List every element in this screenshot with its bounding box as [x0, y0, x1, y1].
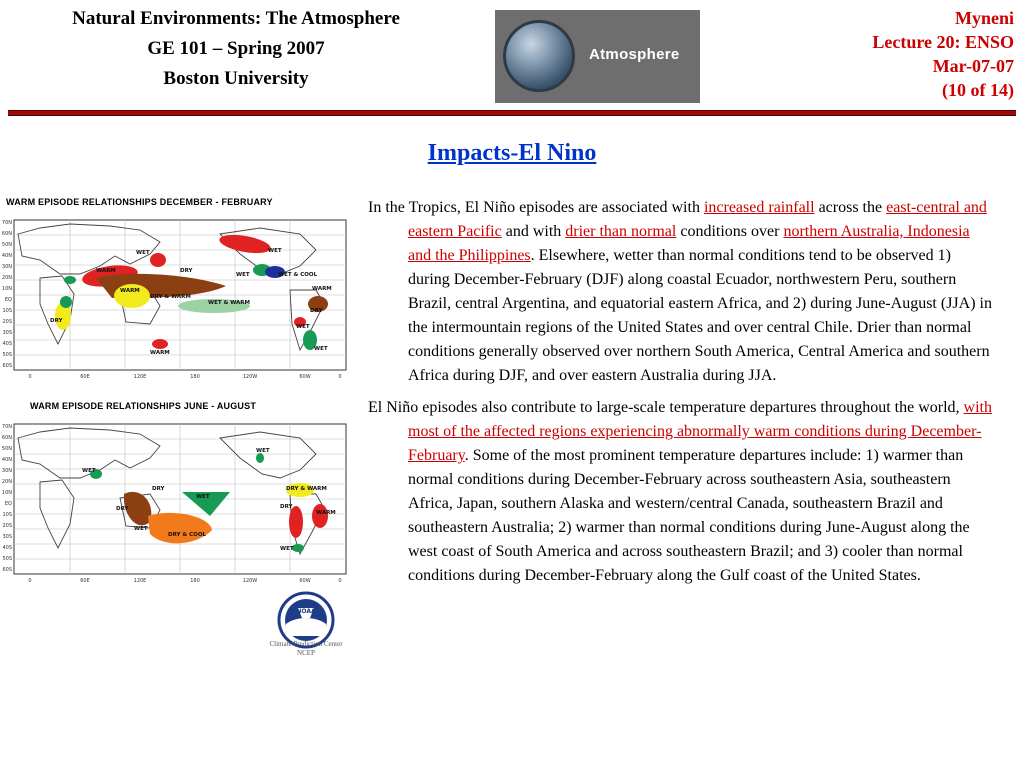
paragraph-1: In the Tropics, El Niño episodes are associated with increased rainfall across the east-central and eastern Pacific and with drier than normal conditions over northern Australia, Indonesia and the Philippines. Elsewhere, wetter than normal conditions tend to be observed 1) during December-February (DJF) along coastal Ecuador, northwestern Peru, southern Brazil, central Argentina, and equatorial eastern Africa, and 2) during June-August (JJA) in the intermountain regions of the United States and over central Chile. Drier than normal conditions generally observed over northern South America, Central America and southern Africa during DJF, and over eastern Australia during JJA. — [368, 199, 992, 384]
jja-region-label: DRY & COOL — [168, 532, 207, 538]
jja-ytick: EQ — [4, 501, 12, 507]
logo-text: Atmosphere — [589, 46, 680, 63]
highlight-northern-australia: northern Australia, Indonesia and the Philippines — [408, 223, 970, 264]
lecturer-name: Myneni — [954, 8, 1014, 28]
djf-ytick: 50S — [2, 352, 12, 358]
djf-map-graphic — [0, 194, 350, 384]
djf-region-label: WET — [296, 324, 310, 330]
jja-ytick: 20S — [2, 523, 12, 529]
djf-ytick: EQ — [4, 297, 12, 303]
jja-ytick: 30N — [1, 468, 12, 474]
slide-counter: (10 of 14) — [942, 80, 1014, 100]
jja-xtick: 60E — [80, 578, 90, 584]
jja-xtick: 180 — [190, 578, 200, 584]
noaa-text: NOAA — [296, 608, 316, 615]
djf-xtick: 60E — [80, 374, 90, 380]
djf-ytick: 10N — [1, 286, 12, 292]
jja-ytick: 40S — [2, 545, 12, 551]
lecture-header — [872, 6, 1014, 102]
highlight-increased-rainfall: increased rainfall — [703, 199, 815, 216]
jja-region-label: DRY & WARM — [286, 486, 327, 492]
djf-ytick: 30N — [1, 264, 12, 270]
djf-region-label: WET & COOL — [278, 272, 318, 278]
cpc-name: Climate Prediction Center — [269, 640, 343, 648]
djf-xtick: 120W — [242, 374, 258, 380]
djf-ytick: 70N — [1, 220, 12, 226]
paragraph-2: El Niño episodes also contribute to large-scale temperature departures throughout the world, with most of the affected regions experiencing abnormally warm conditions during December-February. Some of the most prominent temperature departures include: 1) warmer than normal conditions during December-February across southeastern Asia, southeastern Africa, Japan, southern Alaska and western/central Canada, southeastern Brazil and southeastern Australia; 2) warmer than normal conditions during June-August along the west coast of South America and across southeastern Brazil; and 3) cooler than normal conditions during December-February along the Gulf coast of the United States. — [368, 399, 992, 584]
jja-region-label: WET — [256, 448, 270, 454]
course-title: Natural Environments: The Atmosphere — [72, 8, 400, 29]
jja-ytick: 50N — [1, 446, 12, 452]
course-header — [4, 4, 468, 94]
djf-region-label: WARM — [150, 350, 170, 356]
highlight-east-central-pacific: east-central and eastern Pacific — [408, 199, 987, 240]
jja-region-label: WARM — [316, 510, 336, 516]
institution: Boston University — [163, 68, 309, 89]
jja-xtick: 0 — [28, 578, 32, 584]
djf-region-label: DRY — [310, 308, 323, 314]
djf-ytick: 40N — [1, 253, 12, 259]
atmosphere-logo — [495, 10, 700, 103]
jja-ytick: 10S — [2, 512, 12, 518]
djf-region-label: WARM — [96, 268, 116, 274]
djf-ytick: 60S — [2, 363, 12, 369]
djf-region-label: WET — [314, 346, 328, 352]
jja-region-label: DRY — [280, 504, 293, 510]
djf-ytick: 40S — [2, 341, 12, 347]
jja-ytick: 60N — [1, 435, 12, 441]
djf-impact-map — [0, 194, 350, 384]
djf-region-label: DRY — [50, 318, 63, 324]
djf-xtick: 180 — [190, 374, 200, 380]
slide-body — [368, 196, 996, 596]
djf-region-label: WARM — [312, 286, 332, 292]
jja-impact-map — [0, 398, 350, 588]
djf-region-label: DRY & WARM — [150, 294, 191, 300]
djf-ytick: 20N — [1, 275, 12, 281]
jja-xtick: 120E — [133, 578, 147, 584]
jja-ytick: 20N — [1, 479, 12, 485]
jja-map-graphic — [0, 398, 350, 588]
course-code: GE 101 – Spring 2007 — [147, 38, 325, 59]
djf-region-label: WET — [268, 248, 282, 254]
djf-region-label: WET — [136, 250, 150, 256]
djf-region-label: WARM — [120, 288, 140, 294]
djf-ytick: 60N — [1, 231, 12, 237]
jja-ytick: 30S — [2, 534, 12, 540]
cpc-credit — [256, 640, 356, 658]
globe-icon — [503, 20, 575, 92]
jja-xtick: 60W — [299, 578, 311, 584]
slide-title: Impacts-El Nino — [427, 140, 597, 166]
djf-region-label: DRY — [180, 268, 193, 274]
djf-region-label: WET & WARM — [208, 300, 250, 306]
jja-region-label: WET — [82, 468, 96, 474]
jja-map-title: WARM EPISODE RELATIONSHIPS JUNE - AUGUST — [30, 401, 257, 411]
jja-ytick: 10N — [1, 490, 12, 496]
djf-ytick: 10S — [2, 308, 12, 314]
jja-ytick: 40N — [1, 457, 12, 463]
jja-ytick: 50S — [2, 556, 12, 562]
djf-ytick: 20S — [2, 319, 12, 325]
djf-xtick: 0 — [338, 374, 342, 380]
djf-map-title: WARM EPISODE RELATIONSHIPS DECEMBER - FEBRUARY — [6, 197, 273, 207]
djf-xtick: 120E — [133, 374, 147, 380]
highlight-drier-than-normal: drier than normal — [565, 223, 677, 240]
jja-xtick: 0 — [338, 578, 342, 584]
djf-ytick: 30S — [2, 330, 12, 336]
djf-xtick: 0 — [28, 374, 32, 380]
lecture-number: Lecture 20: ENSO — [872, 32, 1014, 52]
jja-region-label: WET — [134, 526, 148, 532]
djf-ytick: 50N — [1, 242, 12, 248]
header-divider — [8, 110, 1016, 116]
jja-ytick: 60S — [2, 567, 12, 573]
cpc-ncep: NCEP — [297, 649, 315, 657]
jja-xtick: 120W — [242, 578, 258, 584]
jja-region-label: WET — [280, 546, 294, 552]
jja-ytick: 70N — [1, 424, 12, 430]
lecture-date: Mar-07-07 — [932, 56, 1014, 76]
djf-xtick: 60W — [299, 374, 311, 380]
djf-region-label: WET — [236, 272, 250, 278]
jja-region-label: WET — [196, 494, 210, 500]
jja-region-label: DRY — [152, 486, 165, 492]
highlight-abnormally-warm: with most of the affected regions experiencing abnormally warm conditions during December-February — [408, 399, 992, 464]
jja-region-label: DRY — [116, 506, 129, 512]
